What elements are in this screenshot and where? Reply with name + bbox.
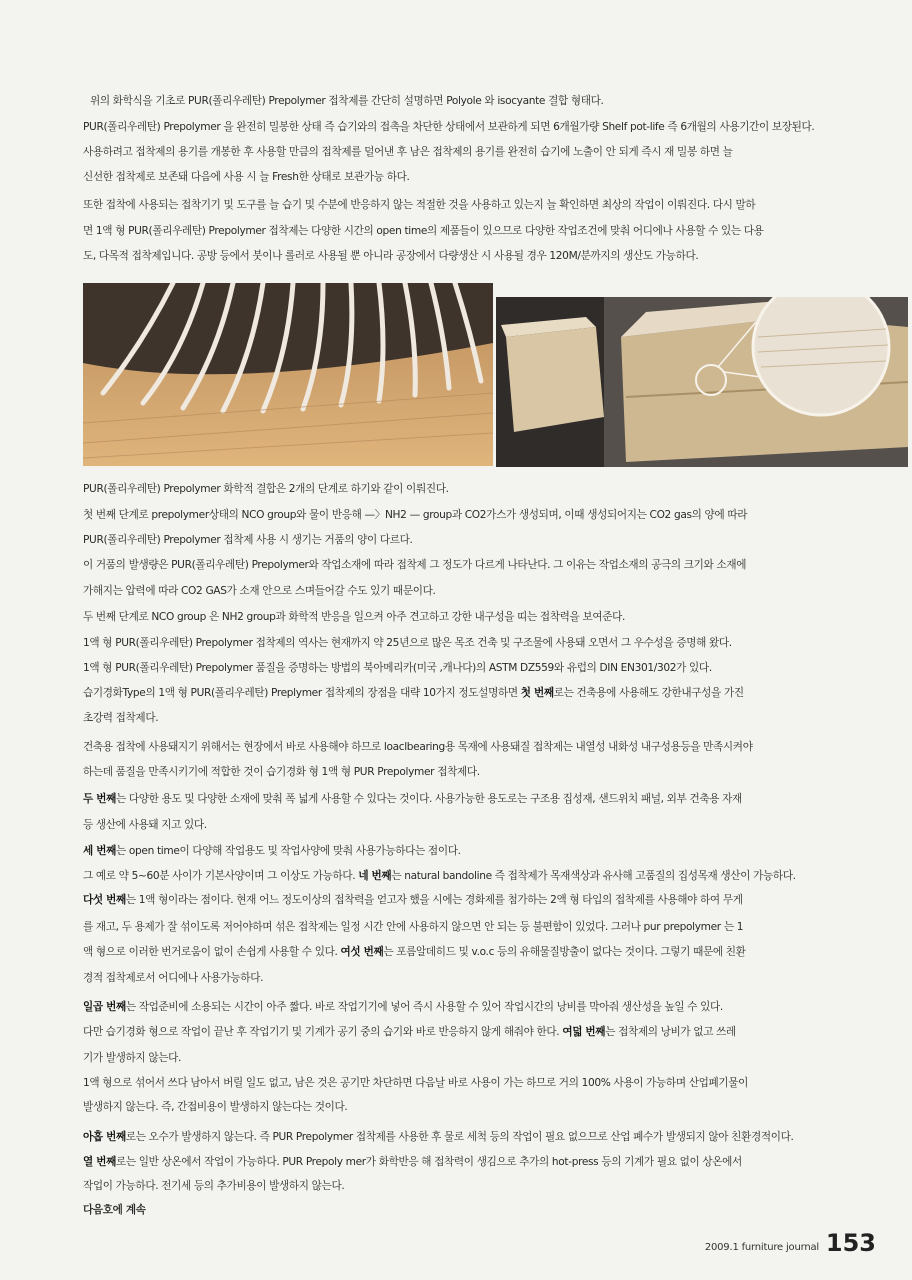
text-line: 첫 번째 단계로 prepolymer상태의 NCO group와 물이 반응해 —〉NH2 — group과 CO2가스가 생성되며, 이때 생성되어지는 CO2 gas의 양에 따라 bbox=[83, 509, 748, 521]
text-line: 습기경화Type의 1액 형 PUR(폴리우레탄) Preplymer 접착제의 장점을 대략 10가지 정도설명하면 첫 번째로는 건축용에 사용해도 강한내구성을 가진 bbox=[83, 687, 744, 699]
wood-strips-illustration bbox=[83, 283, 493, 466]
to-be-continued: 다음호에 계속 bbox=[83, 1204, 146, 1216]
text-line: 그 예로 약 5~60분 사이가 기본사양이며 그 이상도 가능하다. 네 번째는 natural bandoline 즉 접착제가 목재색상과 유사해 고품질의 집성목재 생산이 가능하다. bbox=[83, 870, 796, 882]
emphasis: 일곱 번째 bbox=[83, 1001, 126, 1013]
journal-footer: 2009.1 furniture journal bbox=[704, 1242, 819, 1253]
text-line: 1액 형 PUR(폴리우레탄) Prepolymer 품질을 증명하는 방법의 북아메리카(미국 ,캐나다)의 ASTM DZ559와 유럽의 DIN EN301/302가 있다. bbox=[83, 662, 712, 674]
text-line: 세 번째는 open time이 다양해 작업용도 및 작업사양에 맞춰 사용가능하다는 점이다. bbox=[83, 845, 461, 857]
text-line: PUR(폴리우레탄) Prepolymer 화학적 결합은 2개의 단계로 하기와 같이 이뤄진다. bbox=[83, 483, 449, 495]
text-line: 초강력 접착제다. bbox=[83, 712, 159, 724]
text-line: 아홉 번째로는 오수가 발생하지 않는다. 즉 PUR Prepolymer 접착제를 사용한 후 물로 세척 등의 작업이 필요 없으므로 산업 폐수가 발생되지 않아 친환경적이다. bbox=[83, 1131, 794, 1143]
text-line: 등 생산에 사용돼 지고 있다. bbox=[83, 819, 207, 831]
emphasis: 두 번째 bbox=[83, 793, 116, 805]
text-line: 기가 발생하지 않는다. bbox=[83, 1052, 182, 1064]
text-line: PUR(폴리우레탄) Prepolymer 을 완전히 밀봉한 상태 즉 습기와의 접촉을 차단한 상태에서 보관하게 되면 6개월가량 Shelf pot-life 즉 6개월의 사용기간이 보장된다. bbox=[83, 121, 815, 133]
emphasis: 여섯 번째 bbox=[340, 946, 384, 958]
text-line: 두 번째는 다양한 용도 및 다양한 소재에 맞춰 폭 넓게 사용할 수 있다는 것이다. 사용가능한 용도로는 구조용 집성재, 샌드위치 패널, 외부 건축용 자재 bbox=[83, 793, 742, 805]
text-line: 두 번째 단계로 NCO group 은 NH2 group과 화학적 반응을 일으켜 아주 견고하고 강한 내구성을 띠는 접착력을 보여준다. bbox=[83, 611, 625, 623]
wood-block-illustration bbox=[496, 297, 908, 467]
text-line: 하는데 품질을 만족시키기에 적합한 것이 습기경화 형 1액 형 PUR Prepolymer 접착제다. bbox=[83, 766, 480, 778]
text-line: 가해지는 압력에 따라 CO2 GAS가 소재 안으로 스며들어갈 수도 있기 때문이다. bbox=[83, 585, 436, 597]
laminated-wood-strips-photo bbox=[83, 283, 493, 466]
emphasis: 아홉 번째 bbox=[83, 1131, 126, 1143]
emphasis: 세 번째 bbox=[83, 845, 116, 857]
text-line: 1액 형으로 섞어서 쓰다 남아서 버릴 일도 없고, 남은 것은 공기만 차단하면 다음날 바로 사용이 가는 하므로 거의 100% 사용이 가능하며 산업폐기물이 bbox=[83, 1077, 749, 1089]
text-line: 다만 습기경화 형으로 작업이 끝난 후 작업기기 및 기계가 공기 중의 습기와 바로 반응하지 않게 해줘야 한다. 여덟 번째는 접착제의 낭비가 없고 쓰레 bbox=[83, 1026, 736, 1038]
text-line: PUR(폴리우레탄) Prepolymer 접착제 사용 시 생기는 거품의 양이 다르다. bbox=[83, 534, 413, 546]
text-line: 발생하지 않는다. 즉, 간접비용이 발생하지 않는다는 것이다. bbox=[83, 1101, 348, 1113]
text-line: 작업이 가능하다. 전기세 등의 추가비용이 발생하지 않는다. bbox=[83, 1180, 345, 1192]
text-line: 또한 접착에 사용되는 접착기기 및 도구를 늘 습기 및 수분에 반응하지 않는 적절한 것을 사용하고 있는지 늘 확인하면 최상의 작업이 이뤄진다. 다시 말하 bbox=[83, 199, 756, 211]
emphasis: 네 번째 bbox=[358, 870, 392, 882]
text-line: 열 번째로는 일반 상온에서 작업이 가능하다. PUR Prepoly mer가 화학반응 해 접착력이 생김으로 추가의 hot-press 등의 기계가 필요 없이 상온에서 bbox=[83, 1156, 742, 1168]
text-line: 이 거품의 발생량은 PUR(폴리우레탄) Prepolymer와 작업소재에 따라 접착제 그 정도가 다르게 나타난다. 그 이유는 작업소재의 공극의 크기와 소재에 bbox=[83, 559, 747, 571]
text-line: 1액 형 PUR(폴리우레탄) Prepolymer 접착제의 역사는 현재까지 약 25년으로 많은 목조 건축 및 구조물에 사용돼 오면서 그 우수성을 증명해 왔다. bbox=[83, 637, 732, 649]
text-line: 면 1액 형 PUR(폴리우레탄) Prepolymer 접착제는 다양한 시간의 open time의 제품들이 있으므로 다양한 작업조건에 맞춰 어디에나 사용할 수 있는 다용 bbox=[83, 225, 764, 237]
emphasis: 열 번째 bbox=[83, 1156, 116, 1168]
text-line: 도, 다목적 접착제입니다. 공방 등에서 붓이나 롤러로 사용될 뿐 아니라 공장에서 다량생산 시 사용될 경우 120M/분까지의 생산도 가능하다. bbox=[83, 250, 699, 262]
text-line: 사용하려고 접착제의 용기를 개봉한 후 사용할 만큼의 접착제를 덜어낸 후 남은 접착제의 용기를 완전히 습기에 노출이 안 되게 즉시 재 밀봉 하면 늘 bbox=[83, 146, 733, 158]
text-line: 건축용 접착에 사용돼지기 위해서는 현장에서 바로 사용해야 하므로 loaclbearing용 목재에 사용돼질 접착제는 내열성 내화성 내구성용등을 만족시켜야 bbox=[83, 741, 753, 753]
text-line: 를 재고, 두 용제가 잘 섞이도록 저어야하며 섞은 접착제는 일정 시간 안에 사용하지 않으면 안 되는 등 불편함이 있었다. 그러나 pur prepolymer 는 1 bbox=[83, 921, 744, 933]
page-number: 153 bbox=[825, 1229, 876, 1257]
text-line: 위의 화학식을 기초로 PUR(폴리우레탄) Prepolymer 접착제를 간단히 설명하면 Polyole 와 isocyante 결합 형태다. bbox=[90, 95, 604, 107]
emphasis: 다섯 번째 bbox=[83, 894, 126, 906]
text-line: 경적 접착제로서 어디에나 사용가능하다. bbox=[83, 972, 264, 984]
text-line: 액 형으로 이러한 번거로움이 없이 손쉽게 사용할 수 있다. 여섯 번째는 포름알데히드 및 v.o.c 등의 유해물질방출이 없다는 것이다. 그렇기 때문에 친환 bbox=[83, 946, 746, 958]
emphasis: 첫 번째 bbox=[520, 687, 554, 699]
text-line: 일곱 번째는 작업준비에 소용되는 시간이 아주 짧다. 바로 작업기기에 넣어 즉시 사용할 수 있어 작업시간의 낭비를 막아줘 생산성을 높일 수 있다. bbox=[83, 1001, 723, 1013]
text-line: 신선한 접착제로 보존돼 다음에 사용 시 늘 Fresh한 상태로 보관가능 하다. bbox=[83, 171, 410, 183]
emphasis: 여덟 번째 bbox=[562, 1026, 606, 1038]
glued-wood-block-photo bbox=[496, 297, 908, 467]
text-line: 다섯 번째는 1액 형이라는 점이다. 현재 어느 정도이상의 접착력을 얻고자 했을 시에는 경화제를 첨가하는 2액 형 타입의 접착제를 사용해야 하여 무게 bbox=[83, 894, 743, 906]
